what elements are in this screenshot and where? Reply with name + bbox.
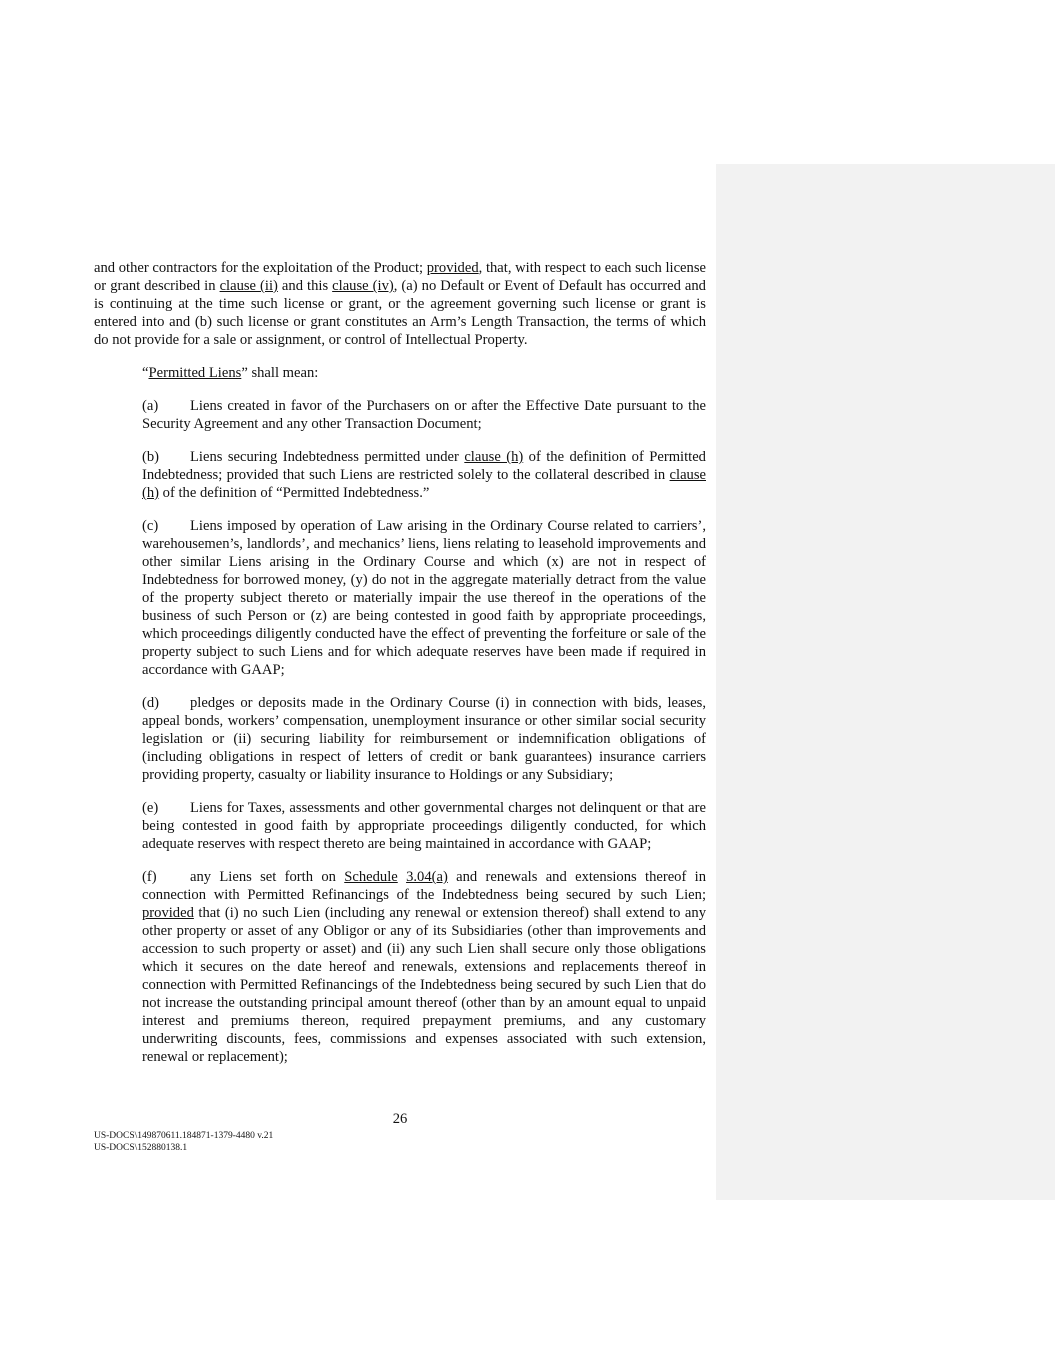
clause-a [94, 397, 706, 433]
document-body [94, 259, 706, 1066]
footer-doc-id-2: US-DOCS\152880138.1 [94, 1143, 188, 1153]
clause-c [94, 517, 706, 679]
clause-b-text-1: Liens securing Indebtedness permitted under [190, 449, 465, 465]
provided-term: provided [426, 260, 479, 276]
clause-h-link-2-word[interactable]: clause [669, 467, 706, 483]
clause-f-text-1: any Liens set forth on [190, 869, 345, 885]
comment-margin-pane [716, 164, 1055, 1200]
clause-h-link-2-ref[interactable]: (h) [142, 485, 160, 501]
clause-b-label: (b) [142, 449, 160, 465]
provided-term-f: provided [142, 905, 194, 921]
clause-a-text: Liens created in favor of the Purchasers on or after the Effective Date pursuant to the Security Agreement and any other Transaction Document; [142, 398, 706, 432]
clause-a-label: (a) [142, 398, 159, 414]
intro-text-1: and other contractors for the exploitation of the Product; [94, 260, 427, 276]
clause-b [94, 448, 706, 502]
permitted-liens-heading [94, 364, 706, 382]
clause-ii-link[interactable]: clause (ii) [219, 278, 278, 294]
clause-f [94, 868, 706, 1066]
clause-f-text-3: that (i) no such Lien (including any renewal or extension thereof) shall extend to any other property or asset of any Obligor or any of its Subsidiaries (other than improvements and accession to such property or asset) and (ii) any such Lien shall secure only those obligations which it secures on the date hereof and renewals, extensions and replacements thereof in connection with Permitted Refinancings of the Indebtedness being secured by such Lien that do not increase the outstanding principal amount thereof (other than by an amount equal to unpaid interest and premiums thereon, required prepayment premiums, and any customary underwriting discounts, fees, commissions and expenses associated with such extension, renewal or replacement); [142, 905, 706, 1065]
page-number: 26 [392, 1111, 408, 1127]
clause-f-text-2: and renewals and extensions thereof in connection with Permitted Refinancings of the Indebtedness being secured by such Lien; [142, 869, 706, 903]
schedule-link-ref[interactable]: 3.04(a) [406, 869, 448, 885]
intro-text-3: and this [277, 278, 333, 294]
clause-e [94, 799, 706, 853]
clause-d-label: (d) [142, 695, 160, 711]
clause-b-text-2: of the definition of Permitted Indebtedness; provided that such Liens are restricted solely to the collateral described in [142, 449, 706, 483]
intro-paragraph [94, 259, 706, 349]
clause-b-text-3: of the definition of “Permitted Indebtedness.” [159, 485, 430, 501]
document-footer [94, 1130, 273, 1154]
clause-d-text: pledges or deposits made in the Ordinary Course (i) in connection with bids, leases, appeal bonds, workers’ compensation, unemployment insurance or other similar social security legislation or (ii) securing liability for reimbursement or indemnification obligations of (including obligations in respect of letters of credit or bank guarantees) insurance carriers providing property, casualty or liability insurance to Holdings or any Subsidiary; [142, 695, 706, 783]
clause-e-text: Liens for Taxes, assessments and other governmental charges not delinquent or that are being contested in good faith by appropriate proceedings diligently conducted, for which adequate reserves with respect thereto are being maintained in accordance with GAAP; [142, 800, 706, 852]
permitted-liens-term: Permitted Liens [148, 365, 242, 381]
clause-iv-link[interactable]: clause (iv) [332, 278, 394, 294]
clause-d [94, 694, 706, 784]
heading-rest: ” shall mean: [241, 365, 319, 381]
clause-e-label: (e) [142, 800, 159, 816]
footer-doc-id-1: US-DOCS\149870611.184871-1379-4480 v.21 [94, 1131, 274, 1141]
clause-c-label: (c) [142, 518, 159, 534]
clause-f-label: (f) [142, 869, 157, 885]
intro-text-4: , (a) no Default or Event of Default has occurred and is continuing at the time such license or grant, or the agreement governing such license or grant is entered into and (b) such license or grant constitutes an Arm’s Length Transaction, the terms of which do not provide for a sale or assignment, or control of Intellectual Property. [94, 278, 706, 348]
clause-h-link[interactable]: clause (h) [464, 449, 524, 465]
heading-quote: “ [142, 365, 149, 381]
clause-c-text: Liens imposed by operation of Law arising in the Ordinary Course related to carriers’, warehousemen’s, landlords’, and mechanics’ liens, liens relating to leasehold improvements and other similar Liens arising in the Ordinary Course and which (x) are not in respect of Indebtedness for borrowed money, (y) do not in the aggregate materially detract from the value of the property subject thereto or materially impair the use thereof in the operations of the business of such Person or (z) are being contested in good faith by appropriate proceedings, which proceedings diligently conducted have the effect of preventing the forfeiture or sale of the property subject to such Liens and for which adequate reserves have been made if required in accordance with GAAP; [142, 518, 706, 678]
schedule-link-word[interactable]: Schedule [344, 869, 398, 885]
intro-text-2: , that, with respect to each such license or grant described in [94, 260, 706, 294]
